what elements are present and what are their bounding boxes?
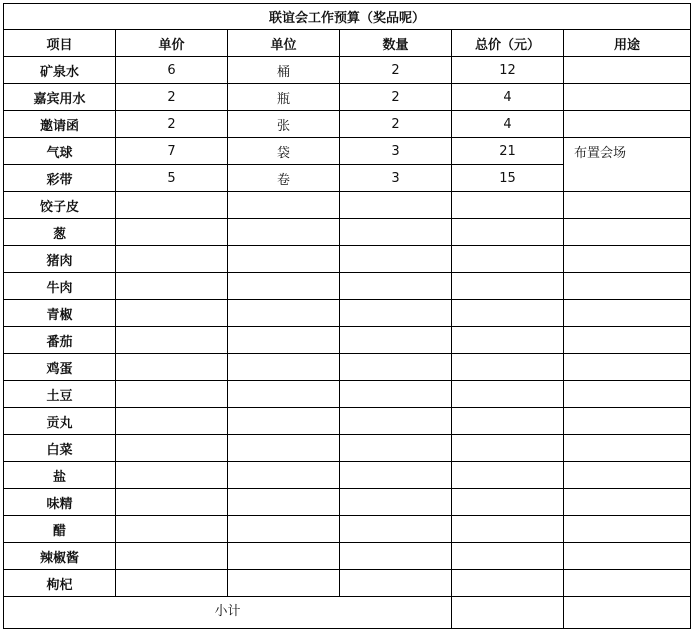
usage-cell (564, 435, 691, 462)
qty-cell: 3 (340, 165, 452, 192)
qty-cell (340, 273, 452, 300)
price-cell (116, 192, 228, 219)
price-cell (116, 219, 228, 246)
item-cell: 番茄 (4, 327, 116, 354)
item-cell: 白菜 (4, 435, 116, 462)
total-cell (452, 570, 564, 597)
table-row (4, 489, 691, 516)
usage-cell (564, 300, 691, 327)
subtotal-note (564, 597, 691, 629)
total-cell (452, 462, 564, 489)
qty-cell: 2 (340, 57, 452, 84)
price-cell: 2 (116, 111, 228, 138)
price-cell: 6 (116, 57, 228, 84)
total-cell (452, 435, 564, 462)
item-cell: 贡丸 (4, 408, 116, 435)
table-row (4, 354, 691, 381)
total-cell (452, 516, 564, 543)
usage-cell (564, 570, 691, 597)
qty-cell (340, 408, 452, 435)
table-row (4, 111, 691, 138)
header-qty: 数量 (340, 30, 452, 57)
qty-cell (340, 354, 452, 381)
total-cell: 4 (452, 84, 564, 111)
usage-cell (564, 354, 691, 381)
unit-cell (228, 354, 340, 381)
qty-cell (340, 327, 452, 354)
qty-cell: 2 (340, 84, 452, 111)
table-row (4, 246, 691, 273)
price-cell: 2 (116, 84, 228, 111)
total-cell: 21 (452, 138, 564, 165)
usage-cell (564, 327, 691, 354)
total-cell: 15 (452, 165, 564, 192)
title-row (4, 4, 691, 30)
usage-cell (564, 219, 691, 246)
item-cell: 彩带 (4, 165, 116, 192)
table-row (4, 570, 691, 597)
header-item: 项目 (4, 30, 116, 57)
qty-cell: 3 (340, 138, 452, 165)
subtotal-row (4, 597, 691, 629)
usage-cell (564, 246, 691, 273)
price-cell (116, 327, 228, 354)
header-row (4, 30, 691, 57)
total-cell (452, 246, 564, 273)
unit-cell: 卷 (228, 165, 340, 192)
unit-cell (228, 192, 340, 219)
usage-cell (564, 273, 691, 300)
table-row (4, 408, 691, 435)
header-price: 单价 (116, 30, 228, 57)
total-cell: 4 (452, 111, 564, 138)
item-cell: 青椒 (4, 300, 116, 327)
usage-cell (564, 543, 691, 570)
item-cell: 盐 (4, 462, 116, 489)
header-usage: 用途 (564, 30, 691, 57)
table-row (4, 435, 691, 462)
total-cell (452, 192, 564, 219)
unit-cell (228, 489, 340, 516)
unit-cell (228, 273, 340, 300)
usage-cell (564, 84, 691, 111)
qty-cell (340, 543, 452, 570)
price-cell (116, 300, 228, 327)
subtotal-label: 小计 (4, 597, 452, 629)
table-title: 联谊会工作预算（奖品呢） (4, 4, 691, 30)
subtotal-value (452, 597, 564, 629)
total-cell (452, 381, 564, 408)
price-cell (116, 408, 228, 435)
qty-cell (340, 246, 452, 273)
qty-cell: 2 (340, 111, 452, 138)
unit-cell (228, 381, 340, 408)
item-cell: 醋 (4, 516, 116, 543)
budget-table (3, 3, 691, 629)
price-cell: 7 (116, 138, 228, 165)
unit-cell (228, 435, 340, 462)
usage-cell (564, 462, 691, 489)
total-cell (452, 273, 564, 300)
total-cell (452, 408, 564, 435)
qty-cell (340, 381, 452, 408)
price-cell: 5 (116, 165, 228, 192)
item-cell: 猪肉 (4, 246, 116, 273)
qty-cell (340, 516, 452, 543)
item-cell: 土豆 (4, 381, 116, 408)
item-cell: 矿泉水 (4, 57, 116, 84)
table-row (4, 219, 691, 246)
unit-cell (228, 543, 340, 570)
table-row (4, 57, 691, 84)
item-cell: 气球 (4, 138, 116, 165)
usage-cell (564, 111, 691, 138)
item-cell: 饺子皮 (4, 192, 116, 219)
usage-cell (564, 381, 691, 408)
qty-cell (340, 570, 452, 597)
qty-cell (340, 462, 452, 489)
table-row (4, 138, 691, 165)
unit-cell (228, 408, 340, 435)
header-total: 总价（元） (452, 30, 564, 57)
qty-cell (340, 219, 452, 246)
unit-cell (228, 300, 340, 327)
qty-cell (340, 192, 452, 219)
table-row (4, 84, 691, 111)
table-row (4, 381, 691, 408)
price-cell (116, 381, 228, 408)
unit-cell (228, 462, 340, 489)
usage-cell (564, 516, 691, 543)
usage-cell (564, 192, 691, 219)
qty-cell (340, 489, 452, 516)
item-cell: 嘉宾用水 (4, 84, 116, 111)
header-unit: 单位 (228, 30, 340, 57)
item-cell: 鸡蛋 (4, 354, 116, 381)
price-cell (116, 354, 228, 381)
usage-cell: 布置会场 (564, 138, 691, 192)
unit-cell (228, 570, 340, 597)
unit-cell: 瓶 (228, 84, 340, 111)
usage-cell (564, 489, 691, 516)
usage-cell (564, 57, 691, 84)
price-cell (116, 273, 228, 300)
qty-cell (340, 300, 452, 327)
table-row (4, 273, 691, 300)
item-cell: 辣椒酱 (4, 543, 116, 570)
total-cell (452, 354, 564, 381)
item-cell: 葱 (4, 219, 116, 246)
price-cell (116, 570, 228, 597)
unit-cell (228, 516, 340, 543)
total-cell (452, 327, 564, 354)
unit-cell (228, 219, 340, 246)
price-cell (116, 489, 228, 516)
item-cell: 枸杞 (4, 570, 116, 597)
total-cell (452, 300, 564, 327)
price-cell (116, 462, 228, 489)
price-cell (116, 543, 228, 570)
unit-cell (228, 327, 340, 354)
table-row (4, 516, 691, 543)
table-row (4, 462, 691, 489)
usage-cell (564, 408, 691, 435)
table-row (4, 543, 691, 570)
price-cell (116, 516, 228, 543)
unit-cell: 张 (228, 111, 340, 138)
unit-cell: 桶 (228, 57, 340, 84)
price-cell (116, 246, 228, 273)
total-cell (452, 219, 564, 246)
table-row (4, 327, 691, 354)
total-cell (452, 543, 564, 570)
unit-cell (228, 246, 340, 273)
total-cell: 12 (452, 57, 564, 84)
qty-cell (340, 435, 452, 462)
item-cell: 邀请函 (4, 111, 116, 138)
price-cell (116, 435, 228, 462)
item-cell: 牛肉 (4, 273, 116, 300)
table-row (4, 192, 691, 219)
unit-cell: 袋 (228, 138, 340, 165)
item-cell: 味精 (4, 489, 116, 516)
total-cell (452, 489, 564, 516)
table-row (4, 300, 691, 327)
